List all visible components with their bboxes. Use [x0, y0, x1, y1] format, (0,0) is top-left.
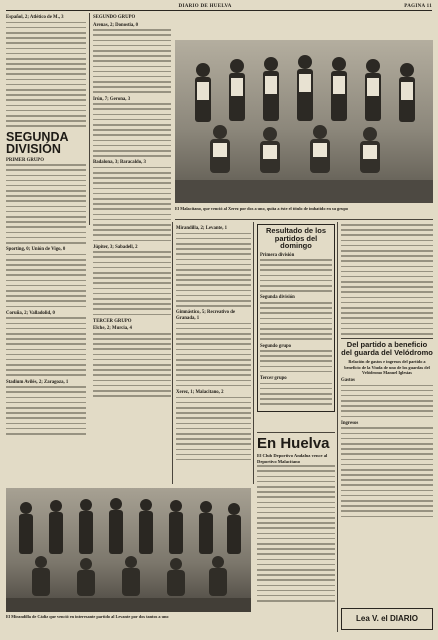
results-list — [260, 302, 332, 340]
match-heading: Júpiter, 3; Sabadell, 2 — [93, 244, 138, 250]
match-heading: Gimnástico, 5; Recreativo de Granada, 1 — [176, 310, 236, 321]
en-huelva-article — [257, 436, 335, 636]
match-heading: Badalona, 3; Baracaldo, 3 — [93, 160, 146, 166]
section-rule — [175, 219, 433, 220]
section-rule — [257, 432, 335, 433]
section-title: SEGUNDA DIVISIÓN — [6, 129, 69, 157]
group-heading: TERCER GRUPO — [93, 318, 132, 324]
results-subheading: Segunda división — [260, 295, 295, 301]
gastos-list — [341, 385, 433, 418]
match-heading: Xerez, 1; Malacitano, 2 — [176, 390, 224, 396]
match-heading: Sporting, 0; Unión de Vigo, 0 — [6, 247, 66, 253]
header-rule — [6, 10, 432, 11]
article-text — [257, 465, 335, 601]
match-heading: Irún, 7; Gerona, 3 — [93, 96, 131, 102]
results-subheading: Primera división — [260, 252, 295, 258]
article-text — [93, 333, 171, 397]
column-4 — [257, 224, 335, 434]
match-heading: Coruña, 2; Valladolid, 0 — [6, 310, 55, 316]
column-divider — [89, 13, 90, 225]
photo-caption: El Mirandilla de Cádiz que venció en interesante partido al Levante por dos tantos a uno — [6, 614, 169, 619]
article-text — [93, 103, 171, 156]
results-subheading: Tercer grupo — [260, 376, 287, 382]
section-rule — [341, 338, 433, 339]
results-list — [260, 350, 332, 372]
team-photo-image — [6, 488, 251, 612]
article-text — [176, 233, 251, 307]
benefit-subtitle: Relación de gastos e ingresos del partido a beneficio de la Viuda de uno de los guardas del Velódromo Manuel Iglesias — [344, 359, 430, 376]
match-heading: Arenas, 2; Donostia, 0 — [93, 22, 139, 28]
column-3 — [176, 224, 251, 484]
column-divider — [337, 222, 338, 632]
column-1 — [6, 13, 86, 488]
benefit-title: Del partido a beneficio del guarda del Velódromo — [341, 340, 433, 357]
column-divider — [253, 222, 254, 484]
ingresos-heading: Ingresos — [341, 420, 359, 426]
results-title: Resultado de los partidos del domingo — [265, 226, 326, 250]
article-text — [93, 251, 171, 315]
gastos-heading: Gastos — [341, 377, 355, 383]
results-list — [260, 259, 332, 292]
column-5 — [341, 224, 433, 634]
group-heading: PRIMER GRUPO — [6, 157, 44, 163]
en-huelva-subtitle: El Club Deportivo Andaluz vence al Deportivo Malacitano — [257, 453, 328, 464]
page-header — [6, 2, 432, 10]
article-text — [6, 254, 86, 307]
article-text — [341, 224, 433, 335]
article-text — [6, 164, 86, 243]
article-text — [93, 29, 171, 93]
group-heading: SEGUNDO GRUPO — [93, 15, 136, 20]
column-2 — [93, 13, 171, 488]
article-text — [176, 323, 251, 387]
header-right: PAGINA 11 — [404, 3, 432, 9]
article-text — [6, 386, 86, 434]
results-subheading: Segundo grupo — [260, 343, 292, 349]
en-huelva-title: En Huelva — [257, 436, 330, 452]
ingresos-list — [341, 427, 433, 517]
team-photo-mirandilla — [6, 488, 251, 612]
article-text — [6, 317, 86, 376]
article-text — [176, 397, 251, 461]
column-divider — [172, 222, 173, 484]
photo-caption: El Malacitano, que venció al Xerez por dos a uno, quita a éste el título de imbatido en su grupo — [175, 206, 349, 211]
results-box — [257, 224, 335, 412]
match-heading: Mirandilla, 2; Levante, 1 — [176, 226, 228, 231]
match-heading: Español, 2; Atlético de M., 3 — [6, 15, 64, 20]
ad-box — [341, 608, 433, 630]
team-photo-malacitano — [175, 40, 433, 203]
results-list — [260, 383, 332, 405]
article-text — [93, 167, 171, 241]
header-center: DIARIO DE HUELVA — [178, 3, 232, 9]
team-photo-image — [175, 40, 433, 203]
match-heading: Elche, 2; Murcia, 4 — [93, 326, 132, 332]
match-heading: Stadium Avilés, 2; Zaragoza, 1 — [6, 379, 69, 385]
ad-text: Lea V. el DIARIO — [356, 614, 418, 623]
article-text — [6, 22, 86, 127]
